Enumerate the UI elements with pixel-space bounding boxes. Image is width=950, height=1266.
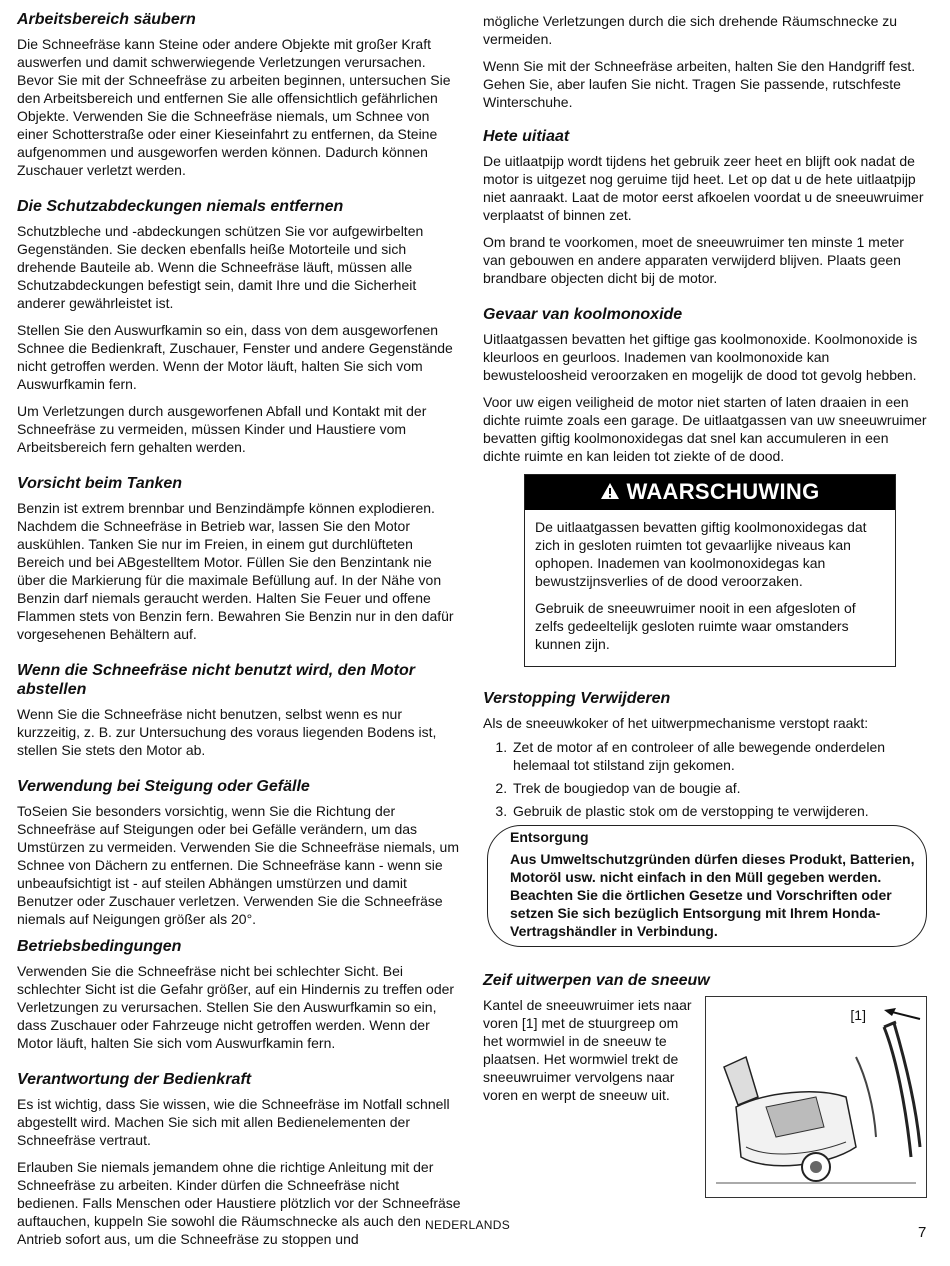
- section-heading: Verantwortung der Bedienkraft: [17, 1071, 252, 1088]
- section-heading: Verwendung bei Steigung oder Gefälle: [17, 778, 310, 795]
- section-stop-engine: [17, 661, 462, 759]
- paragraph: Es ist wichtig, dass Sie wissen, wie die Schneefräse im Notfall schnell abgestellt wird. Machen Sie sich mit allen Bedienelementen der Schneefräse vertraut.: [17, 1096, 450, 1148]
- paragraph: Uitlaatgassen bevatten het giftige gas koolmonoxide. Koolmonoxide is kleurloos en geurloos. Inademen van koolmonoxide kan bewusteloosheid veroorzaken en mogelijk de dood tot gevolg hebben.: [483, 331, 918, 383]
- footer-language: NEDERLANDS: [425, 1218, 511, 1232]
- section-operating-conditions: [17, 937, 462, 1052]
- steps-list: [483, 738, 929, 820]
- section-clear-clog: [483, 689, 929, 820]
- section-refueling: [17, 474, 462, 643]
- paragraph: Die Schneefräse kann Steine oder andere Objekte mit großer Kraft auswerfen und damit schwerwiegende Verletzungen verursachen. Bevor Sie mit der Schneefräse zu arbeiten beginnen, untersuchen Sie den Arbeitsbereich und entfernen Sie alle offensichtlich gefährlichen Objekte. Verwenden Sie die Schneefräse niemals, um Schnee von einer Schotterstraße oder einer Kieseinfahrt zu entfernen, da Steine aufgenommen und ausgeworfen werden können. Dadurch können Zuschauer verletzt werden.: [17, 36, 451, 178]
- list-item: 1. Zet de motor af en controleer of alle bewegende onderdelen helemaal tot stilstand zijn gekomen.: [511, 738, 929, 774]
- left-column: [17, 10, 462, 1266]
- paragraph: Erlauben Sie niemals jemandem ohne die richtige Anleitung mit der Schneefräse zu arbeiten. Kinder dürfen die Schneefräse nicht bedienen. Falls Menschen oder Haustiere plötzlich vor der Schneefräse auftauchen, kuppeln Sie sowohl die Räumschnecke als auch den Antrieb sofort aus, um die Schneefräse zu stoppen und: [17, 1159, 461, 1247]
- section-heading: Vorsicht beim Tanken: [17, 475, 183, 492]
- snow-throwing-content: [483, 996, 929, 1216]
- section-heading: Die Schutzabdeckungen niemals entfernen: [17, 198, 344, 215]
- section-heading: Zeif uitwerpen van de sneeuw: [483, 972, 710, 989]
- paragraph: mögliche Verletzungen durch die sich drehende Räumschnecke zu vermeiden.: [483, 13, 898, 47]
- paragraph: Um Verletzungen durch ausgeworfenen Abfall und Kontakt mit der Schneefräse zu vermeiden, müssen Kinder und Haustiere vom Arbeitsbereich fern gehalten werden.: [17, 403, 427, 455]
- section-slopes: [17, 777, 462, 928]
- figure-callout-label: [1]: [850, 1007, 866, 1023]
- right-column: [483, 12, 929, 1234]
- section-operator-responsibility: [17, 1070, 462, 1248]
- paragraph: Voor uw eigen veiligheid de motor niet starten of laten draaien in een dichte ruimte zoals een garage. De uitlaatgassen van uw sneeuwruimer bevatten giftig koolmonoxidegas dat snel kan accumuleren in een dichte ruimte en kan leiden tot ziekte of de dood.: [483, 394, 927, 464]
- section-hot-exhaust: [483, 127, 929, 287]
- paragraph: Schutzbleche und -abdeckungen schützen Sie vor aufgewirbelten Gegenständen. Sie decken ebenfalls heiße Motorteile und sich drehende Bauteile ab. Wenn die Schneefräse läuft, müssen alle Schutzabdeckungen befestigt sein, damit Ihre und die Sicherheit anderer gewährleistet ist.: [17, 223, 424, 311]
- paragraph: Om brand te voorkomen, moet de sneeuwruimer ten minste 1 meter van gebouwen en andere apparaten verwijderd blijven. Plaats geen brandbare objecten dicht bij de motor.: [483, 234, 904, 286]
- section-guards: [17, 197, 462, 456]
- section-heading: Gevaar van koolmonoxide: [483, 306, 683, 323]
- section-heading: Hete uitiaat: [483, 128, 570, 145]
- warning-title: WAARSCHUWING: [626, 479, 820, 504]
- paragraph: De uitlaatpijp wordt tijdens het gebruik zeer heet en blijft ook nadat de motor is uitgezet nog geruime tijd heet. Let op dat u de hete uitlaatpijp niet aanraakt. Laat de motor eerst afkoelen voordat u de sneeuwruimer verplaatst of binnen zet.: [483, 153, 924, 223]
- paragraph: De uitlaatgassen bevatten giftig koolmonoxidegas dat zich in gesloten ruimten tot gevaarlijke niveaus kan ophopen. Inademen van koolmonoxidegas kan bewustzijnsverlies of de dood veroorzaken.: [535, 519, 867, 589]
- warning-triangle-icon: [600, 482, 620, 500]
- paragraph: Stellen Sie den Auswurfkamin so ein, dass von dem ausgeworfenen Schnee die Bedienkraft, Zuschauer, Fenster und andere Gegenstände nicht getroffen werden. Wenn der Motor läuft, halten Sie sich vom Auswurfkamin fern.: [17, 322, 453, 392]
- disposal-box: [487, 825, 927, 947]
- paragraph: Benzin ist extrem brennbar und Benzindämpfe können explodieren. Nachdem die Schneefräse in Betrieb war, lassen Sie den Motor auskühlen. Tanken Sie nur im Freien, in einem gut durchlüfteten Bereich und bei ABgestelltem Motor. Füllen Sie den Benzintank nie über die Markierung für die maximale Befüllung auf. In der Nähe von Benzin darf niemals geraucht werden. Halten Sie Feuer und offene Flammen stets von Benzin fern. Bewahren Sie Benzin nur in den dafür vorgesehenen Behältern auf.: [17, 500, 454, 642]
- paragraph: ToSeien Sie besonders vorsichtig, wenn Sie die Richtung der Schneefräse auf Steigungen oder bei Gefälle verändern, um das Umstürzen zu vermeiden. Verwenden Sie die Schneefräse niemals, um Schnee von Dächern zu entfernen. Die Schneefräse kann - wenn sie unbeaufsichtigt ist - auf steilen Abhängen umstürzen und damit Benutzer oder Zuschauer verletzen. Verwenden Sie die Schneefräse niemals auf Neigungen größer als 20°.: [17, 803, 459, 927]
- paragraph: Kantel de sneeuwruimer iets naar voren [1] met de stuurgreep om het wormwiel in de sneeuw te plaatsen. Het wormwiel trekt de sneeuwruimer vervolgens naar voren en werpt de sneeuw uit.: [483, 997, 692, 1103]
- paragraph: Wenn Sie mit der Schneefräse arbeiten, halten Sie den Handgriff fest. Gehen Sie, aber laufen Sie nicht. Tragen Sie passende, rutschfeste Winterschuhe.: [483, 58, 916, 110]
- section-heading: Arbeitsbereich säubern: [17, 11, 196, 28]
- section-heading: Verstopping Verwijderen: [483, 690, 671, 707]
- section-snow-throwing: [483, 971, 929, 1216]
- disposal-text: Aus Umweltschutzgründen dürfen dieses Produkt, Batterien, Motoröl usw. nicht einfach in den Müll gegeben werden. Beachten Sie die örtlichen Gesetze und Vorschriften oder setzen Sie sich bezüglich Entsorgung mit Ihrem Honda-Vertragshändler in Verbindung.: [510, 851, 915, 939]
- paragraph: Wenn Sie die Schneefräse nicht benutzen, selbst wenn es nur kurzzeitig, z. B. zur Untersuchung des voraus liegenden Bodens ist, stellen Sie stets den Motor ab.: [17, 706, 437, 758]
- snowblower-drawing: [706, 997, 926, 1197]
- list-item: 2. Trek de bougiedop van de bougie af.: [511, 779, 929, 797]
- list-item: 3. Gebruik de plastic stok om de verstopping te verwijderen.: [511, 802, 929, 820]
- page-number: 7: [918, 1224, 927, 1241]
- section-continued: [483, 12, 929, 111]
- section-work-area: [17, 10, 462, 179]
- warning-box: [524, 474, 896, 667]
- warning-header: [525, 475, 895, 510]
- section-heading: Wenn die Schneefräse nicht benutzt wird, den Motor abstellen: [17, 662, 415, 698]
- paragraph: Verwenden Sie die Schneefräse nicht bei schlechter Sicht. Bei schlechter Sicht ist die Gefahr größer, auf ein Hindernis zu treffen oder Verletzungen zu verursachen. Stellen Sie den Auswurfkamin so ein, dass Zuschauer oder Fahrzeuge nicht getroffen werden. Wenn der Motor läuft, halten Sie sich vom Auswurfkamin fern.: [17, 963, 455, 1051]
- disposal-title: Entsorgung: [510, 829, 589, 845]
- paragraph: Gebruik de sneeuwruimer nooit in een afgesloten of zelfs gedeeltelijk gesloten ruimte waar omstanders kunnen zijn.: [535, 600, 856, 652]
- section-carbon-monoxide: [483, 305, 929, 465]
- section-heading: Betriebsbedingungen: [17, 938, 182, 955]
- warning-body: [525, 510, 895, 666]
- snowblower-illustration: [705, 996, 927, 1198]
- paragraph: Als de sneeuwkoker of het uitwerpmechanisme verstopt raakt:: [483, 715, 869, 731]
